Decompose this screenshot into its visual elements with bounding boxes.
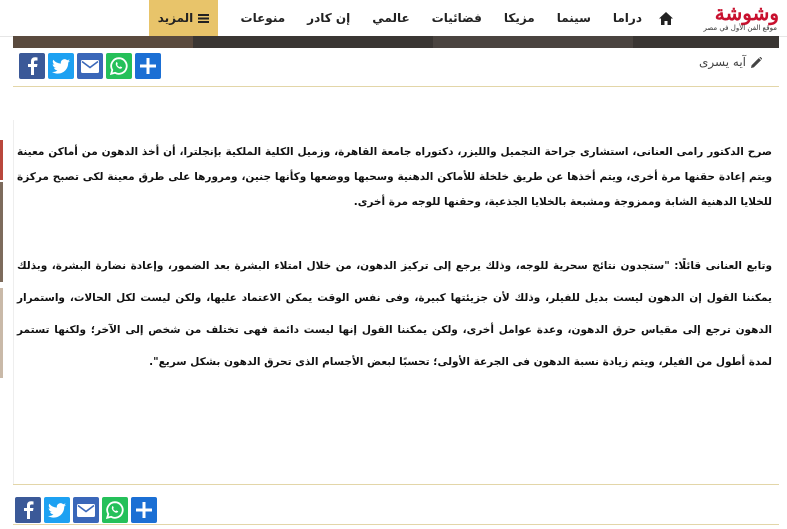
pencil-icon [751, 57, 762, 68]
twitter-icon [52, 59, 70, 74]
email-icon [81, 60, 99, 73]
more-label: المزيد [157, 11, 194, 25]
article-author[interactable] [699, 55, 762, 69]
site-logo[interactable] [685, 0, 783, 36]
nav-item-music[interactable]: مزيكا [503, 11, 535, 25]
twitter-share-button[interactable] [44, 497, 70, 523]
article-paragraph-1: صرح الدكتور رامى العنانى، استشارى جراحة التجميل والليزر، دكتوراه جامعة القاهرة، وزميل الكلية الملكية بإنجلترا، أن أخذ الدهون من أماكن معينة ويتم إعادة حقنها مرة أخرى، ويتم أخذها عن طريق خلخلة للأماكن الدهنية وسحبها ووضعها وكأنها جنين، ومرورها على طرق معينة لكى تصبح مركزة للخلايا الدهنية الشابة وممزوجة ومشبعة بالخلايا الجذعية، وحقنها للوجه مرة أخرى. [17, 146, 772, 208]
share-plus-icon [136, 502, 152, 518]
email-share-button[interactable] [77, 53, 103, 79]
facebook-icon [26, 57, 38, 75]
side-ad-strip [0, 288, 3, 378]
bottom-divider [13, 484, 779, 485]
facebook-share-button[interactable] [15, 497, 41, 523]
more-menu-button[interactable] [149, 0, 218, 36]
nav-item-world[interactable]: عالمي [372, 11, 410, 25]
share-bar-bottom [15, 497, 157, 523]
share-more-button[interactable] [135, 53, 161, 79]
nav-item-drama[interactable]: دراما [612, 11, 642, 25]
article-paragraph-2: وتابع العنانى قائلًا: "ستجدون نتائج سحرية للوجه، وذلك يرجع إلى تركيز الدهون، من خلال امتلاء البشرة بعد الضمور، وإعادة نضارة البشرة، وبذلك يمكننا القول إن الدهون ليست بديل للفيلر، وذلك لأن جزيئتها كبيرة، وفى نفس الوقت يمكن الاعتماد عليها، ولكن ليست لكل الحالات، واستمرار الدهون ترجع إلى مقياس حرق الدهون، وعدة عوامل أخرى، ولكن يمكننا القول إنها ليست دائمة فهى تختلف من شخص إلى الآخر؛ ولكنها تستمر لمدة أطول من الفيلر، ويتم زيادة نسبة الدهون فى الجرعة الأولى؛ تحسبًا لبعض الأجسام الذى تحرق الدهون بشكل سريع". [17, 260, 772, 368]
side-ad-strip [0, 140, 3, 180]
twitter-icon [48, 503, 66, 518]
whatsapp-share-button[interactable] [102, 497, 128, 523]
facebook-share-button[interactable] [19, 53, 45, 79]
main-menu [230, 0, 679, 36]
home-icon [659, 12, 673, 25]
nav-home[interactable] [653, 0, 679, 36]
nav-item-cinema[interactable]: سينما [556, 11, 591, 25]
email-share-button[interactable] [73, 497, 99, 523]
top-divider [13, 86, 779, 87]
share-more-button[interactable] [131, 497, 157, 523]
nav-item-satellite[interactable]: فضائيات [431, 11, 482, 25]
share-bar-top [19, 53, 161, 79]
email-icon [77, 504, 95, 517]
content-border [13, 120, 14, 485]
logo-tagline: موقع الفن الأول في مصر [703, 24, 777, 32]
nav-item-misc[interactable]: منوعات [240, 11, 286, 25]
twitter-share-button[interactable] [48, 53, 74, 79]
top-navigation-bar [0, 0, 787, 37]
side-ad-strip [0, 182, 3, 282]
share-plus-icon [140, 58, 156, 74]
hero-image-strip [13, 36, 779, 48]
whatsapp-icon [110, 57, 128, 75]
hamburger-icon [198, 14, 209, 23]
whatsapp-share-button[interactable] [106, 53, 132, 79]
footer-divider [13, 524, 779, 525]
logo-text: وشوشة [714, 1, 779, 25]
facebook-icon [22, 501, 34, 519]
whatsapp-icon [106, 501, 124, 519]
author-name: آيه يسرى [699, 55, 746, 69]
nav-item-in-frame[interactable]: إن كادر [307, 11, 351, 25]
